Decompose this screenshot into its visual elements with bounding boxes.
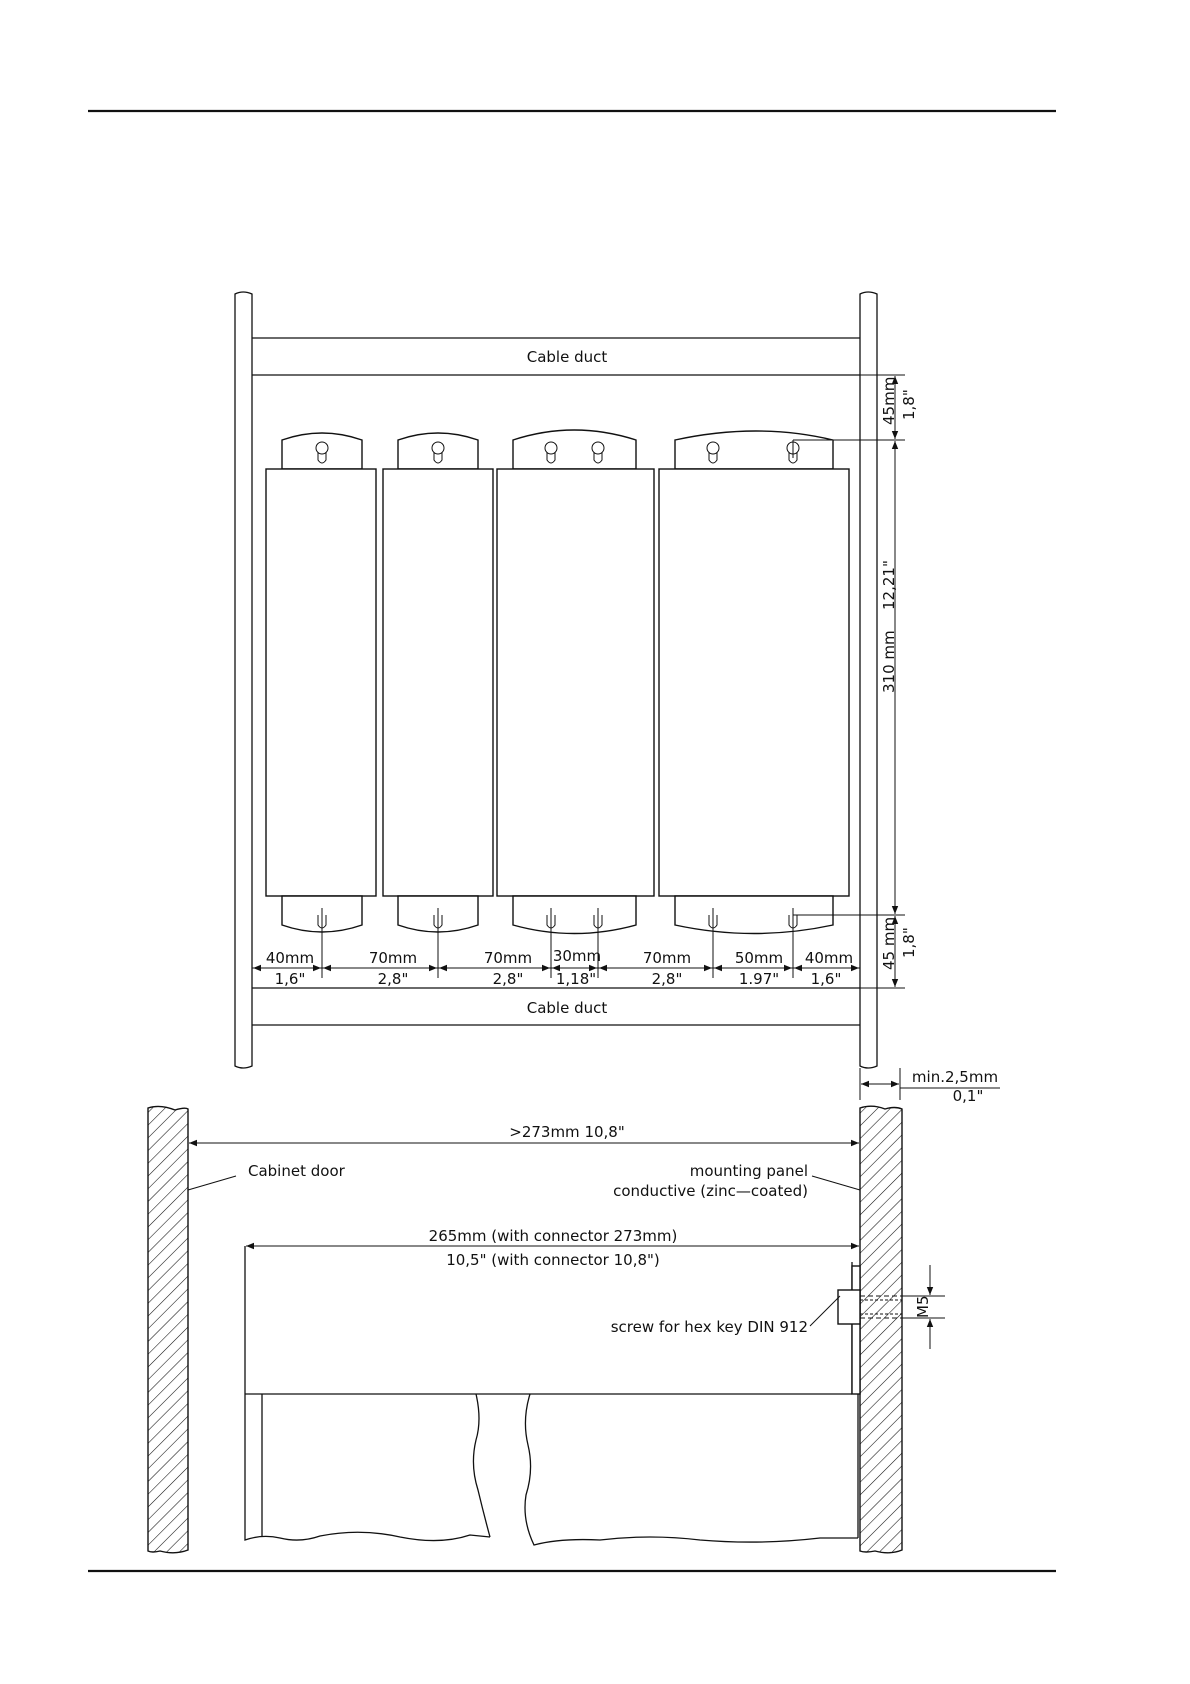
device-depth-mm: 265mm (with connector 273mm)	[428, 1227, 678, 1245]
top-margin-inch: 1,8"	[900, 389, 918, 420]
spacing-7-inch: 1,6"	[810, 970, 842, 988]
spacing-2-mm: 70mm	[368, 949, 418, 967]
spacing-4-mm: 30mm	[552, 947, 602, 965]
cabinet-door-label: Cabinet door	[248, 1162, 345, 1180]
spacing-2-inch: 2,8"	[377, 970, 409, 988]
spacing-6-inch: 1.97"	[738, 970, 780, 988]
clearance-mm: min.2,5mm	[911, 1068, 999, 1086]
device-4	[659, 431, 849, 934]
screw-size-label: M5	[914, 1295, 932, 1318]
device-3	[497, 430, 654, 934]
spacing-5-mm: 70mm	[642, 949, 692, 967]
bottom-margin-mm: 45 mm	[880, 916, 898, 970]
spacing-7-mm: 40mm	[804, 949, 854, 967]
bottom-margin-inch: 1,8"	[900, 927, 918, 958]
spacing-3-mm: 70mm	[483, 949, 533, 967]
mounting-panel	[860, 1106, 902, 1553]
left-rail	[235, 292, 252, 1068]
height-inch: 12,21"	[880, 560, 898, 610]
mounting-panel-label-2: conductive (zinc—coated)	[613, 1182, 808, 1200]
right-rail	[860, 292, 877, 1068]
top-margin-mm: 45mm	[880, 376, 898, 425]
screw-label: screw for hex key DIN 912	[610, 1318, 808, 1336]
spacing-5-inch: 2,8"	[651, 970, 683, 988]
height-mm: 310 mm	[880, 630, 898, 693]
device-side	[245, 1246, 860, 1545]
device-1	[266, 433, 376, 932]
side-view	[148, 1068, 1000, 1553]
device-depth-inch: 10,5" (with connector 10,8")	[446, 1251, 660, 1269]
spacing-4-inch: 1,18"	[555, 970, 597, 988]
spacing-3-inch: 2,8"	[492, 970, 524, 988]
total-depth-label: >273mm 10,8"	[509, 1123, 625, 1141]
spacing-1-inch: 1,6"	[274, 970, 306, 988]
top-view	[235, 292, 918, 1068]
mounting-panel-label-1: mounting panel	[689, 1162, 808, 1180]
cable-duct-top-label: Cable duct	[526, 348, 608, 366]
cabinet-door	[148, 1106, 188, 1552]
cable-duct-bottom-label: Cable duct	[526, 999, 608, 1017]
spacing-1-mm: 40mm	[265, 949, 315, 967]
clearance-inch: 0,1"	[952, 1087, 984, 1105]
spacing-6-mm: 50mm	[734, 949, 784, 967]
device-2	[383, 433, 493, 932]
